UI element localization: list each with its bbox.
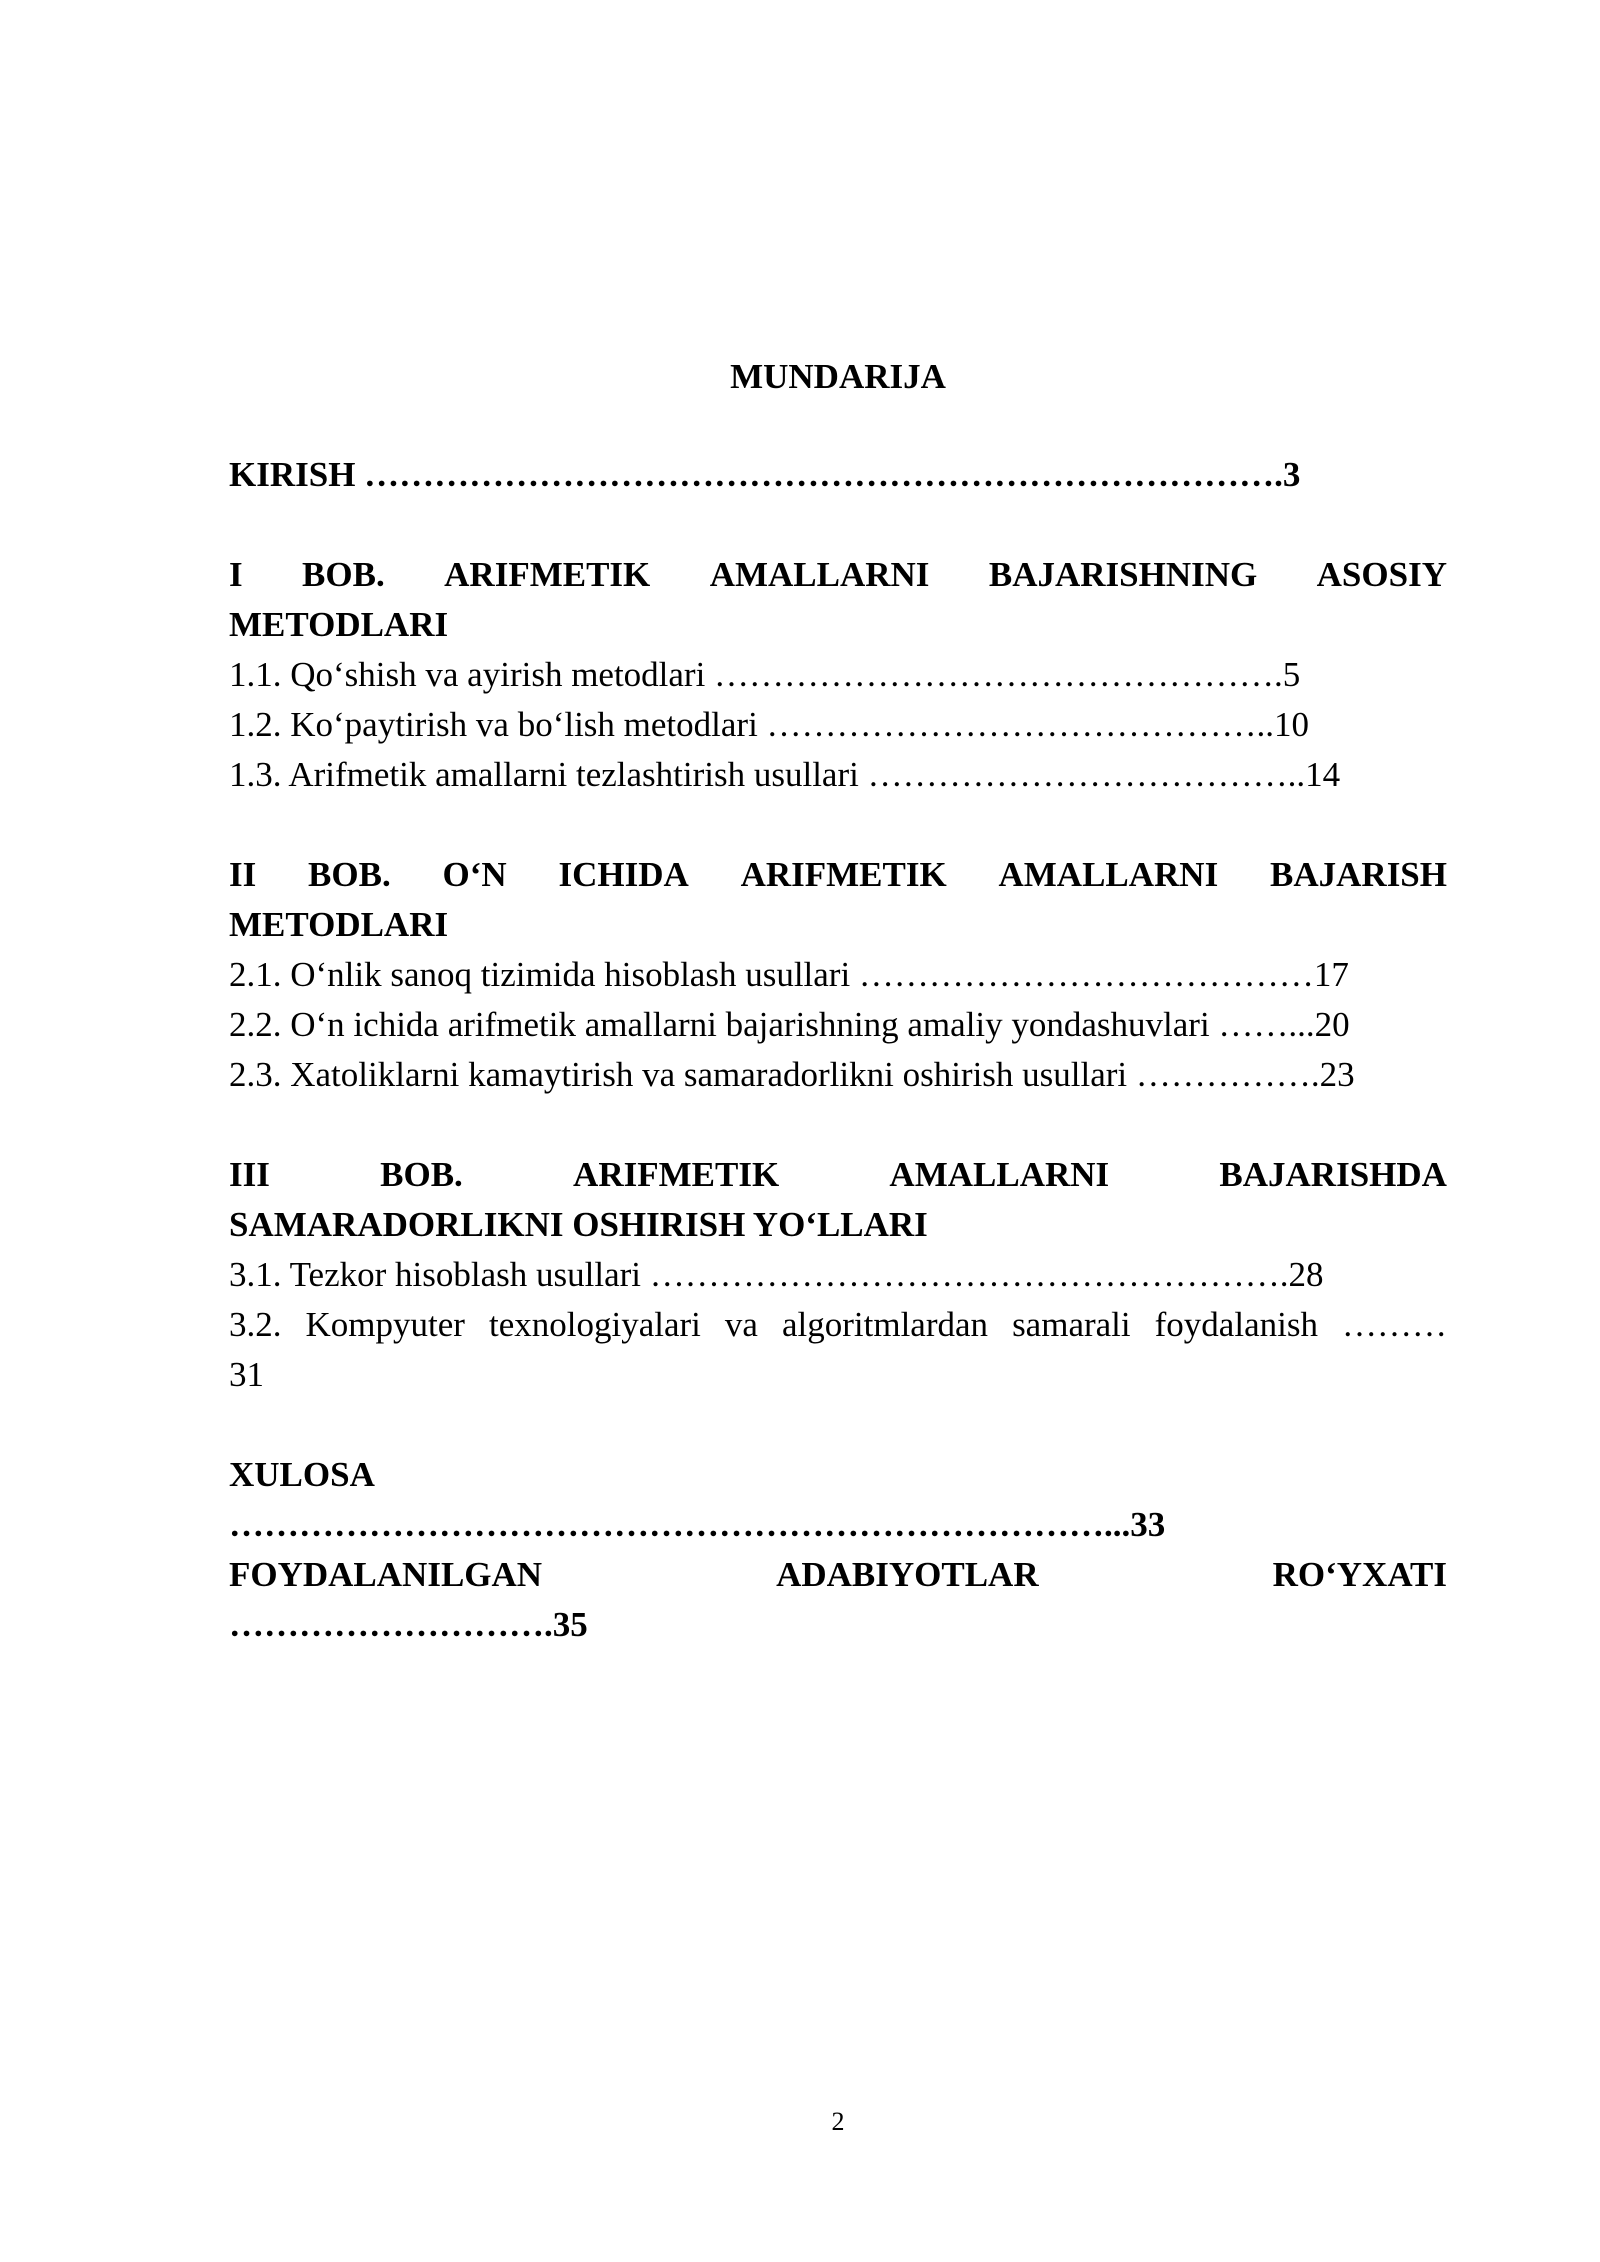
chapter1-heading-word: BAJARISHNING	[988, 555, 1258, 594]
chapter3-heading	[229, 1150, 1447, 1200]
chapter2-heading-word: II	[229, 855, 257, 894]
toc-entry-3-2	[229, 1300, 1447, 1350]
toc-entry-2-2: 2.2. O‘n ichida arifmetik amallarni bajarishning amaliy yondashuvlari ……...20	[229, 1005, 1350, 1044]
conclusion-heading: XULOSA	[229, 1455, 375, 1494]
conclusion-dots: …………………………………………………………………...33	[229, 1505, 1166, 1544]
spacer	[229, 800, 1447, 850]
toc-entry-3-2-word: foydalanish	[1154, 1305, 1318, 1344]
chapter3-heading-word: III	[229, 1155, 270, 1194]
toc-entry-3-2-word: ………	[1341, 1305, 1447, 1344]
chapter2-heading-word: O‘N	[442, 855, 507, 894]
references-heading-word: FOYDALANILGAN	[229, 1555, 543, 1594]
chapter2-heading-word: BOB.	[308, 855, 391, 894]
references-heading	[229, 1550, 1447, 1600]
chapter3-heading-word: ARIFMETIK	[573, 1155, 780, 1194]
references-heading-word: RO‘YXATI	[1272, 1555, 1447, 1594]
toc-entry-1-1: 1.1. Qo‘shish va ayirish metodlari ………………………………………….5	[229, 655, 1301, 694]
chapter2-heading-word: AMALLARNI	[998, 855, 1219, 894]
chapter2-heading-word: BAJARISH	[1270, 855, 1447, 894]
references-heading-word: ADABIYOTLAR	[776, 1555, 1039, 1594]
chapter1-heading-word: ARIFMETIK	[444, 555, 651, 594]
toc-entry-3-1: 3.1. Tezkor hisoblash usullari ……………………………………………….28	[229, 1255, 1324, 1294]
chapter3-heading-word: BOB.	[380, 1155, 463, 1194]
toc-entry-3-2-word: algoritmlardan	[781, 1305, 989, 1344]
toc-entry-3-2-word: texnologiyalari	[488, 1305, 701, 1344]
chapter1-heading-word: I	[229, 555, 243, 594]
chapter3-heading-line2: SAMARADORLIKNI OSHIRISH YO‘LLARI	[229, 1205, 928, 1244]
table-of-contents	[229, 450, 1447, 1650]
chapter3-heading-word: AMALLARNI	[889, 1155, 1110, 1194]
toc-entry-3-2-word: 3.2.	[229, 1305, 282, 1344]
chapter2-heading	[229, 850, 1447, 900]
toc-title: MUNDARIJA	[730, 357, 946, 396]
chapter3-heading-word: BAJARISHDA	[1219, 1155, 1447, 1194]
toc-entry-3-2-word: samarali	[1012, 1305, 1131, 1344]
spacer	[229, 500, 1447, 550]
page-number: 2	[831, 2107, 845, 2136]
toc-entry-3-2-word: Kompyuter	[305, 1305, 465, 1344]
toc-entry-intro: KIRISH …………………………………………………………………….3	[229, 455, 1301, 494]
chapter1-heading-word: BOB.	[302, 555, 385, 594]
toc-entry-1-3: 1.3. Arifmetik amallarni tezlashtirish usullari ………………………………..14	[229, 755, 1341, 794]
chapter1-heading-line2: METODLARI	[229, 605, 449, 644]
chapter1-heading	[229, 550, 1447, 600]
chapter2-heading-line2: METODLARI	[229, 905, 449, 944]
references-page: ……………………….35	[229, 1605, 588, 1644]
toc-entry-1-2: 1.2. Ko‘paytirish va bo‘lish metodlari ……………………………………..10	[229, 705, 1310, 744]
spacer	[229, 1400, 1447, 1450]
toc-entry-2-3: 2.3. Xatoliklarni kamaytirish va samaradorlikni oshirish usullari …………….23	[229, 1055, 1355, 1094]
chapter2-heading-word: ICHIDA	[558, 855, 689, 894]
spacer	[229, 1100, 1447, 1150]
chapter1-heading-word: ASOSIY	[1316, 555, 1447, 594]
toc-entry-2-1: 2.1. O‘nlik sanoq tizimida hisoblash usullari …………………………………17	[229, 955, 1349, 994]
toc-entry-3-2-page: 31	[229, 1355, 264, 1394]
toc-entry-3-2-word: va	[724, 1305, 758, 1344]
document-page	[229, 0, 1447, 2262]
chapter1-heading-word: AMALLARNI	[709, 555, 930, 594]
chapter2-heading-word: ARIFMETIK	[740, 855, 947, 894]
